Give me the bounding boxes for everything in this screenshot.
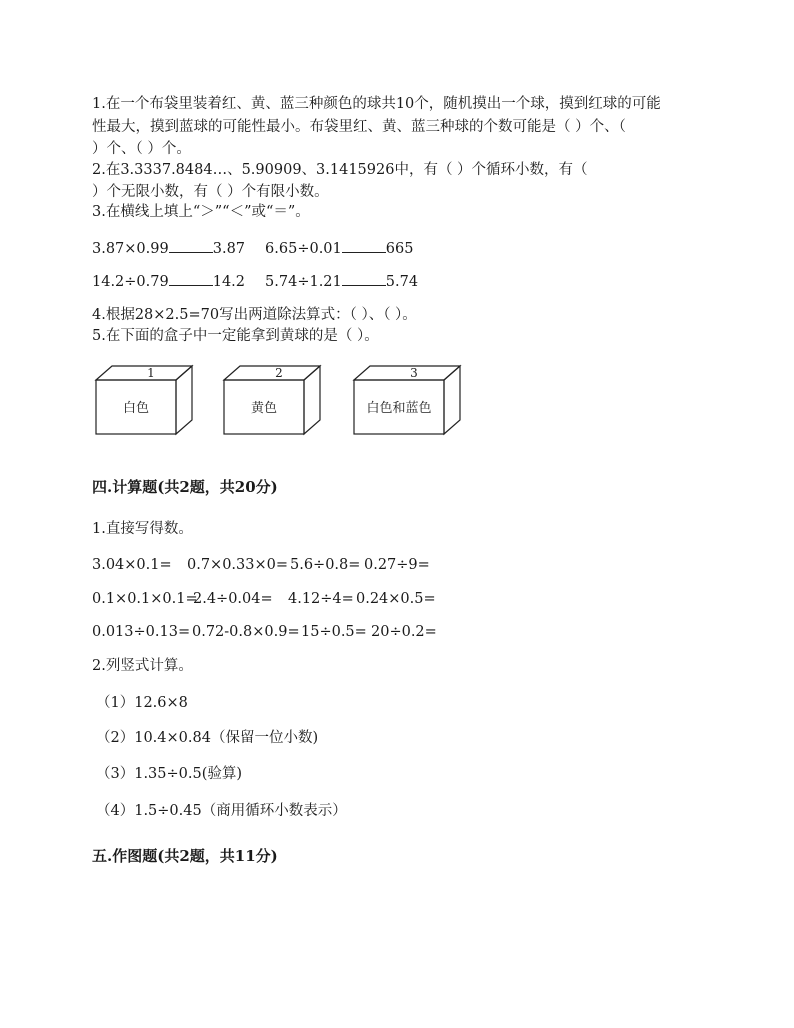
q3-row-1-b-right: 665 (385, 241, 414, 257)
q2-line-2: ）个无限小数，有（ ）个有限小数。 (92, 184, 329, 200)
q1-line-2: 性最大，摸到蓝球的可能性最小。布袋里红、黄、蓝三种球的个数可能是（ ）个、（ (92, 119, 626, 135)
box-1-label: 白色 (122, 401, 150, 416)
calc-item: 2.4÷0.04= (193, 591, 273, 607)
box-2 (224, 366, 320, 434)
vertical-calc-item-1: （1）12.6×8 (96, 695, 188, 711)
q1-line-1: 1.在一个布袋里装着红、黄、蓝三种颜色的球共10个，随机摸出一个球，摸到红球的可能 (92, 96, 661, 112)
q5-text: 5.在下面的盒子中一定能拿到黄球的是（ ）。 (92, 328, 379, 344)
q4-text: 4.根据28×2.5=70写出两道除法算式：（ ）、（ ）。 (92, 307, 417, 323)
vertical-calc-item-2: （2）10.4×0.84（保留一位小数) (96, 730, 319, 746)
section-4-q1-title: 1.直接写得数。 (92, 521, 193, 537)
answer-blank (169, 238, 213, 253)
box-2-label: 黄色 (250, 401, 278, 416)
box-3-label: 白色和蓝色 (366, 401, 432, 416)
answer-blank (169, 271, 213, 286)
vertical-calc-item-3: （3）1.35÷0.5(验算) (96, 766, 243, 782)
q1-line-3: ）个、（ ）个。 (92, 141, 191, 157)
section-4-q2-title: 2.列竖式计算。 (92, 658, 193, 674)
calc-item: 0.7×0.33×0= (187, 557, 289, 573)
calc-item: 20÷0.2= (371, 624, 437, 640)
q3-row-2-a-right: 14.2 (212, 274, 246, 290)
calc-item: 0.24×0.5= (356, 591, 436, 607)
box-3-number: 3 (410, 366, 418, 380)
q3-row-2 (92, 271, 418, 292)
q3-row-2-a-left: 14.2÷0.79 (92, 274, 169, 290)
calc-row-2 (92, 589, 436, 609)
calc-row-3 (92, 622, 437, 642)
q3-title: 3.在横线上填上“＞”“＜”或“＝”。 (92, 204, 310, 220)
calc-item: 4.12÷4= (288, 591, 354, 607)
q2-line-1: 2.在3.3337.8484…、5.90909、3.1415926中，有（ ）个循环小数，有（ (92, 162, 588, 178)
answer-blank (342, 271, 386, 286)
box-3 (354, 366, 460, 434)
calc-item: 0.72-0.8×0.9= (192, 624, 300, 640)
section-4-title: 四.计算题(共2题，共20分) (92, 478, 278, 496)
calc-item: 0.27÷9= (364, 557, 430, 573)
q3-row-2-b-right: 5.74 (385, 274, 419, 290)
answer-blank (342, 238, 386, 253)
q3-row-2-b-left: 5.74÷1.21 (265, 274, 342, 290)
calc-item: 5.6÷0.8= (290, 557, 361, 573)
section-5-title: 五.作图题(共2题，共11分) (92, 847, 278, 865)
calc-item: 3.04×0.1= (92, 557, 172, 573)
calc-item: 15÷0.5= (301, 624, 367, 640)
box-1-number: 1 (147, 366, 155, 380)
q3-row-1-b-left: 6.65÷0.01 (265, 241, 342, 257)
calc-row-1 (92, 555, 430, 575)
calc-item: 0.1×0.1×0.1= (92, 591, 198, 607)
box-1 (96, 366, 192, 434)
q3-row-1-a-right: 3.87 (212, 241, 246, 257)
q3-row-1-a-left: 3.87×0.99 (92, 241, 169, 257)
calc-item: 0.013÷0.13= (92, 624, 191, 640)
box-figures (92, 364, 472, 438)
q3-row-1 (92, 238, 413, 259)
vertical-calc-item-4: （4）1.5÷0.45（商用循环小数表示） (96, 803, 347, 819)
box-2-number: 2 (275, 366, 283, 380)
